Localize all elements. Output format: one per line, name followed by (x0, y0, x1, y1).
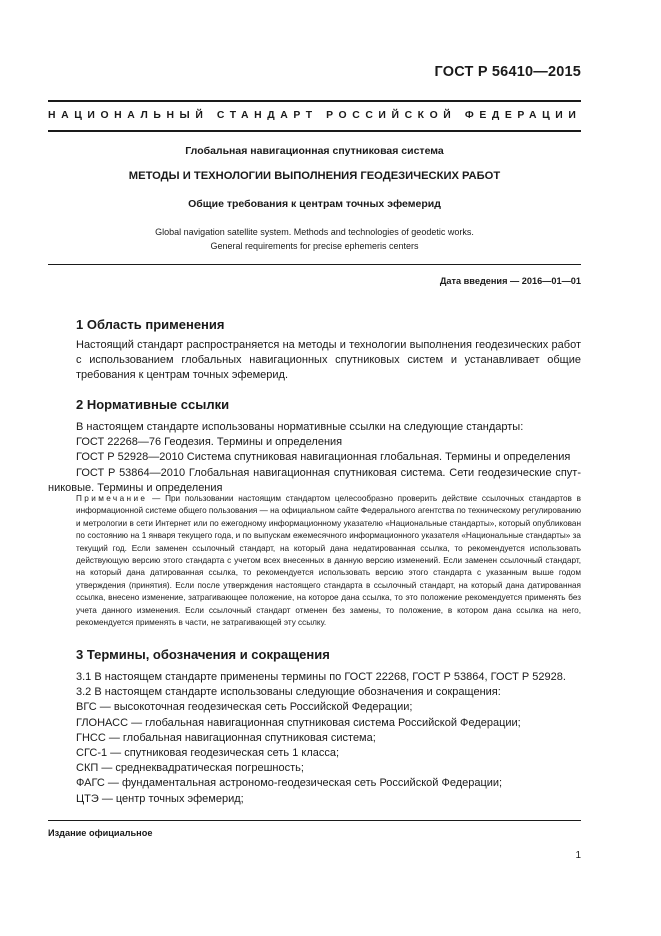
document-code: ГОСТ Р 56410—2015 (434, 64, 581, 80)
section1-text: Настоящий стандарт распространяется на методы и технологии выполнения геодезических работ с использованием глобальных навигационных спутниковых систем и устанавливает общие требования к центрам точных эфемерид. (76, 339, 581, 382)
abbreviation-item: СКП — среднеквадратическая погрешность; (76, 762, 304, 775)
note-text: — При пользовании настоящим стандартом целесообразно проверить действие ссылочных стандартов в информационной системе общего пользования — на официальном сайте Федерального агентства по техническому регулированию и метрологии в сети Интернет или по ежегодному информационному указателю «Национальные стандарты», который опубликован по состоянию на 1 января текущего года, и по выпускам ежемесячного информационного указателя «Национальные стандарты» за текущий год. Если заменен ссылочный стандарт, на который дана недатированная ссылка, то рекомендуется использовать действующую версию этого стандарта с учетом всех внесенных в данную версию изменений. Если заменен ссылочный стандарт, на который дана датированная ссылка, то рекомендуется использовать версию этого стандарта с указанным выше годом утверждения (принятия). Если после утверждения настоящего стандарта в ссылочный стандарт, на который дана датированная ссылка, внесено изменение, затрагивающее положение, на которое дана ссылка, то это положение рекомендуется применять без учета данного изменения. Если ссылочный стандарт отменен без замены, то положение, в котором дана ссылка на него, рекомендуется применять в части, не затрагивающей эту ссылку. (76, 494, 581, 628)
title-english-line2: General requirements for precise ephemeris centers (210, 240, 419, 251)
title-subtitle: Общие требования к центрам точных эфемерид (188, 198, 441, 210)
title-english-line1: Global navigation satellite system. Methods and technologies of geodetic works. (155, 227, 474, 237)
abbreviation-item: СГС-1 — спутниковая геодезическая сеть 1 класса; (76, 747, 340, 759)
note-block (48, 493, 581, 629)
reference-item: ГОСТ Р 53864—2010 Глобальная навигационная спутниковая система. Сети геодезические спут- (76, 466, 581, 479)
section1-heading: 1 Область применения (76, 317, 225, 332)
section3-heading: 3 Термины, обозначения и сокращения (76, 647, 330, 662)
note-label: Примечание (76, 494, 148, 503)
title-main: МЕТОДЫ И ТЕХНОЛОГИИ ВЫПОЛНЕНИЯ ГЕОДЕЗИЧЕСКИХ РАБОТ (128, 170, 501, 182)
section2-heading: 2 Нормативные ссылки (76, 397, 230, 412)
abbreviation-item: ГЛОНАСС — глобальная навигационная спутниковая система Российской Федерации; (76, 716, 521, 729)
abbreviation-item: ГНСС — глобальная навигационная спутниковая система; (76, 731, 376, 744)
title-bottom-rule (48, 264, 581, 265)
header-bottom-rule (48, 130, 581, 132)
page-number: 1 (575, 850, 581, 861)
abbreviation-item: ВГС — высокоточная геодезическая сеть Российской Федерации; (76, 701, 413, 714)
introduction-date: Дата введения — 2016—01—01 (439, 276, 581, 286)
official-edition-label: Издание официальное (48, 828, 153, 838)
section3-line: 3.1 В настоящем стандарте применены термины по ГОСТ 22268, ГОСТ Р 53864, ГОСТ Р 52928. (76, 671, 566, 683)
abbreviation-item: ЦТЭ — центр точных эфемерид; (76, 792, 244, 805)
abbreviation-item: ФАГС — фундаментальная астрономо-геодезическая сеть Российской Федерации; (76, 777, 503, 790)
reference-item: ГОСТ 22268—76 Геодезия. Термины и определения (76, 436, 343, 449)
reference-item: ГОСТ Р 52928—2010 Система спутниковая навигационная глобальная. Термины и определения (76, 451, 571, 464)
reference-item-continuation: никовые. Термины и определения (48, 481, 223, 494)
title-english (48, 226, 581, 253)
section3-line: 3.2 В настоящем стандарте использованы следующие обозначения и сокращения: (76, 686, 501, 699)
title-system: Глобальная навигационная спутниковая система (185, 145, 444, 157)
footer-rule (48, 820, 581, 821)
header-top-rule (48, 100, 581, 102)
section2-intro: В настоящем стандарте использованы нормативные ссылки на следующие стандарты: (76, 421, 524, 433)
national-standard-heading: НАЦИОНАЛЬНЫЙ СТАНДАРТ РОССИЙСКОЙ ФЕДЕРАЦИИ (48, 110, 582, 121)
